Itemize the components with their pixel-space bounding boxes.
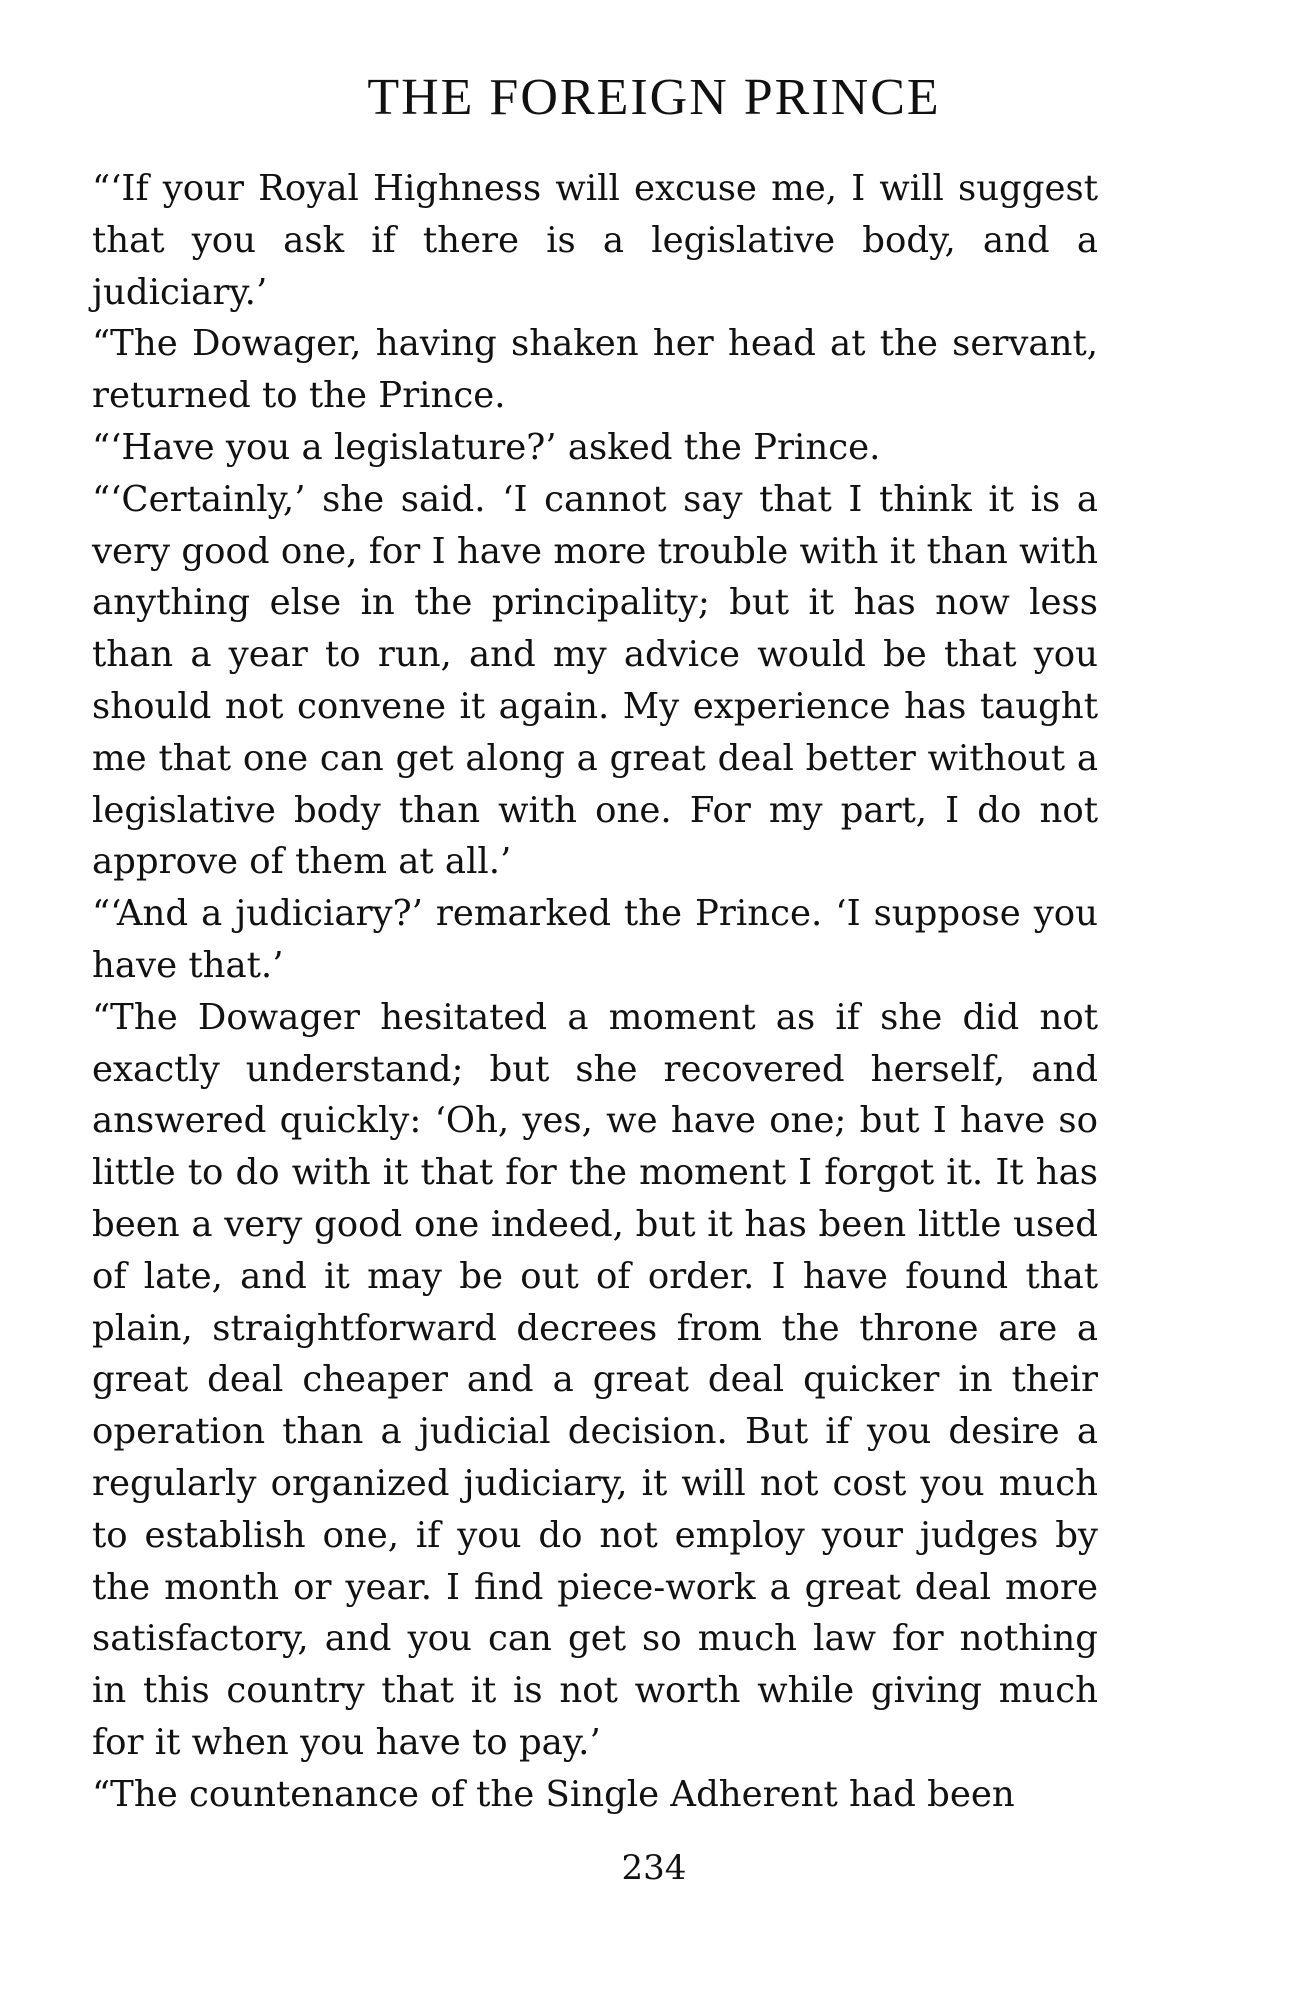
paragraph: “The countenance of the Single Adherent had been xyxy=(92,1773,1015,1815)
body-text xyxy=(92,163,1098,1821)
paragraph: “‘And a judiciary?’ remarked the Prince. ‘I suppose you have that.’ xyxy=(92,893,1098,986)
paragraph: “‘If your Royal Highness will excuse me, I will suggest that you ask if there is a legislative body, and a judiciary.’ xyxy=(92,168,1098,313)
page-number: 234 xyxy=(621,1848,687,1888)
running-head: THE FOREIGN PRINCE xyxy=(367,69,941,126)
paragraph: “‘Have you a legislature?’ asked the Prince. xyxy=(92,426,881,468)
paragraph: “‘Certainly,’ she said. ‘I cannot say that I think it is a very good one, for I have more trouble with it than with anything else in the principality; but it has now less than a year to run, and my advice would be that you should not convene it again. My experience has taught me that one can get along a great deal better without a legislative body than with one. For my part, I do not approve of them at all.’ xyxy=(92,478,1098,883)
paragraph: “The Dowager hesitated a moment as if she did not exactly understand; but she recovered herself, and answered quickly: ‘Oh, yes, we have one; but I have so little to do with it that for the moment I forgot it. It has been a very good one indeed, but it has been little used of late, and it may be out of order. I have found that plain, straightforward decrees from the throne are a great deal cheaper and a great deal quicker in their operation than a judicial decision. But if you desire a regularly organized judiciary, it will not cost you much to establish one, if you do not employ your judges by the month or year. I find piece-work a great deal more satisfactory, and you can get so much law for nothing in this country that it is not worth while giving much for it when you have to pay.’ xyxy=(92,996,1098,1763)
paragraph: “The Dowager, having shaken her head at the servant, returned to the Prince. xyxy=(92,323,1098,417)
